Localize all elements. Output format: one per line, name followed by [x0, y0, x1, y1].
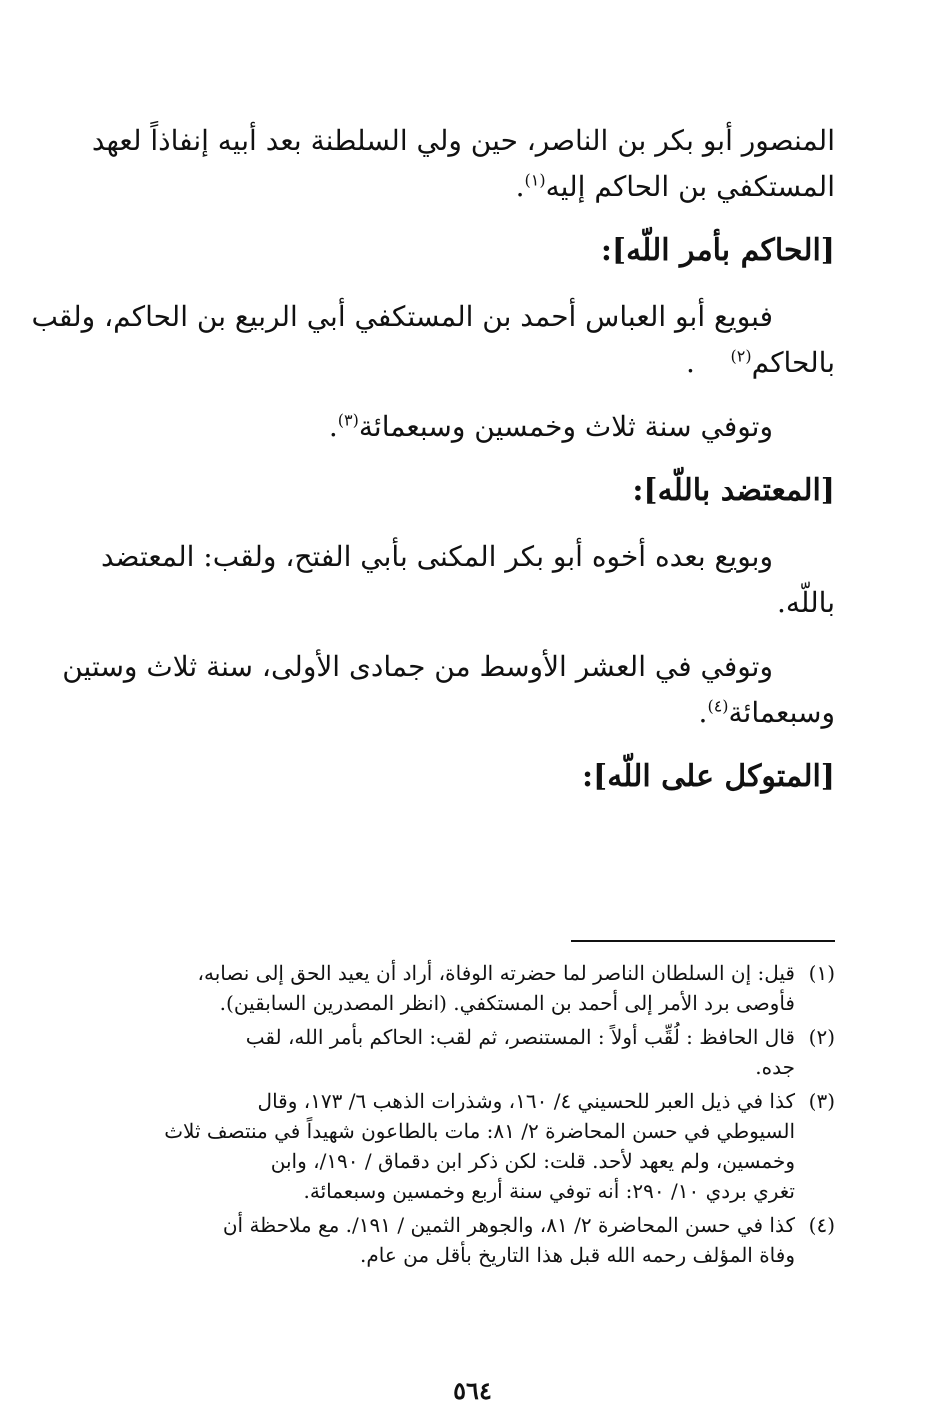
footnote-ref[interactable]: (١) [524, 170, 546, 190]
footnote-number: (٢) [808, 1025, 835, 1049]
page-number: ٥٦٤ [453, 1376, 492, 1405]
footnote-separator [571, 940, 835, 942]
footnote-line: وفاة المؤلف رحمه الله قبل هذا التاريخ بأقل من عام. [360, 1243, 795, 1267]
paragraph-2 [31, 294, 835, 386]
paragraph-line [110, 164, 835, 210]
paragraph-line [110, 690, 835, 736]
footnote-line: وخمسين، ولم يعهد لأحد. قلت: لكن ذكر ابن دقماق / ١٩٠/، وابن [270, 1149, 795, 1173]
footnote-ref[interactable]: (٣) [337, 410, 359, 430]
footnote-line: كذا في حسن المحاضرة ٢/ ٨١، والجوهر الثمين / ١٩١/. مع ملاحظة أن [222, 1213, 795, 1237]
footnote-ref[interactable]: (٢) [730, 346, 752, 366]
footnote-2 [110, 1022, 835, 1082]
paragraph-line [110, 404, 835, 450]
footnote-line: كذا في ذيل العبر للحسيني ٤/ ١٦٠، وشذرات الذهب ٦/ ١٧٣، وقال [257, 1089, 795, 1113]
footnote-line: السيوطي في حسن المحاضرة ٢/ ٨١: مات بالطاعون شهيداً في منتصف ثلاث [164, 1119, 795, 1143]
paragraph-5 [62, 644, 835, 736]
footnote-text [110, 1022, 795, 1082]
paragraph-3 [110, 404, 835, 450]
footnote-1 [110, 958, 835, 1018]
page-body [31, 118, 835, 1405]
paragraph-4 [100, 534, 835, 626]
paragraph-line: المنصور أبو بكر بن الناصر، حين ولي السلطنة بعد أبيه إنفاذاً لعهد [91, 124, 835, 157]
footnote-number: (٣) [808, 1089, 835, 1113]
section-heading-al-mutadid: [المعتضد باللّه]: [632, 473, 835, 508]
paragraph-text: المستكفي بن الحاكم إليه [545, 170, 835, 203]
paragraph-line: فبويع أبو العباس أحمد بن المستكفي أبي الربيع بن الحاكم، ولقب [31, 300, 773, 333]
paragraph-text: بالحاكم [751, 346, 835, 379]
footnote-text [110, 1086, 795, 1206]
section-heading-al-hakim: [الحاكم بأمر اللّه]: [600, 233, 835, 268]
paragraph-1 [91, 118, 835, 210]
footnote-number: (١) [808, 961, 835, 985]
footnote-3 [110, 1086, 835, 1206]
footnote-line: قيل: إن السلطان الناصر لما حضرته الوفاة، أراد أن يعيد الحق إلى نصابه، [197, 961, 795, 985]
footnote-4 [110, 1210, 835, 1270]
paragraph-end: . [698, 696, 708, 729]
footnote-line: قال الحافظ : لُقِّب أولاً : المستنصر، ثم لقب: الحاكم بأمر الله، لقب [245, 1025, 795, 1049]
paragraph-line: باللّه. [776, 586, 835, 619]
paragraph-end: . [328, 410, 338, 443]
footnote-line: جده. [755, 1055, 795, 1079]
paragraph-line [110, 340, 835, 386]
footnote-line: تغري بردي ١٠/ ٢٩٠: أنه توفي سنة أربع وخمسين وسبعمائة. [303, 1179, 795, 1203]
footnote-line: فأوصى برد الأمر إلى أحمد بن المستكفي. (انظر المصدرين السابقين). [219, 991, 795, 1015]
paragraph-text: وتوفي سنة ثلاث وخمسين وسبعمائة [358, 410, 773, 443]
paragraph-line: وتوفي في العشر الأوسط من جمادى الأولى، سنة ثلاث وستين [62, 650, 773, 683]
footnote-number: (٤) [808, 1213, 835, 1237]
footnotes [110, 958, 835, 1274]
footnote-text [110, 958, 795, 1018]
paragraph-end: . [515, 170, 525, 203]
footnote-ref[interactable]: (٤) [707, 696, 729, 716]
section-heading-al-mutawakkil: [المتوكل على اللّه]: [581, 759, 835, 794]
paragraph-text: وسبعمائة [728, 696, 835, 729]
paragraph-end: . [685, 346, 695, 379]
footnote-text [110, 1210, 795, 1270]
paragraph-line: وبويع بعده أخوه أبو بكر المكنى بأبي الفتح، ولقب: المعتضد [100, 540, 773, 573]
